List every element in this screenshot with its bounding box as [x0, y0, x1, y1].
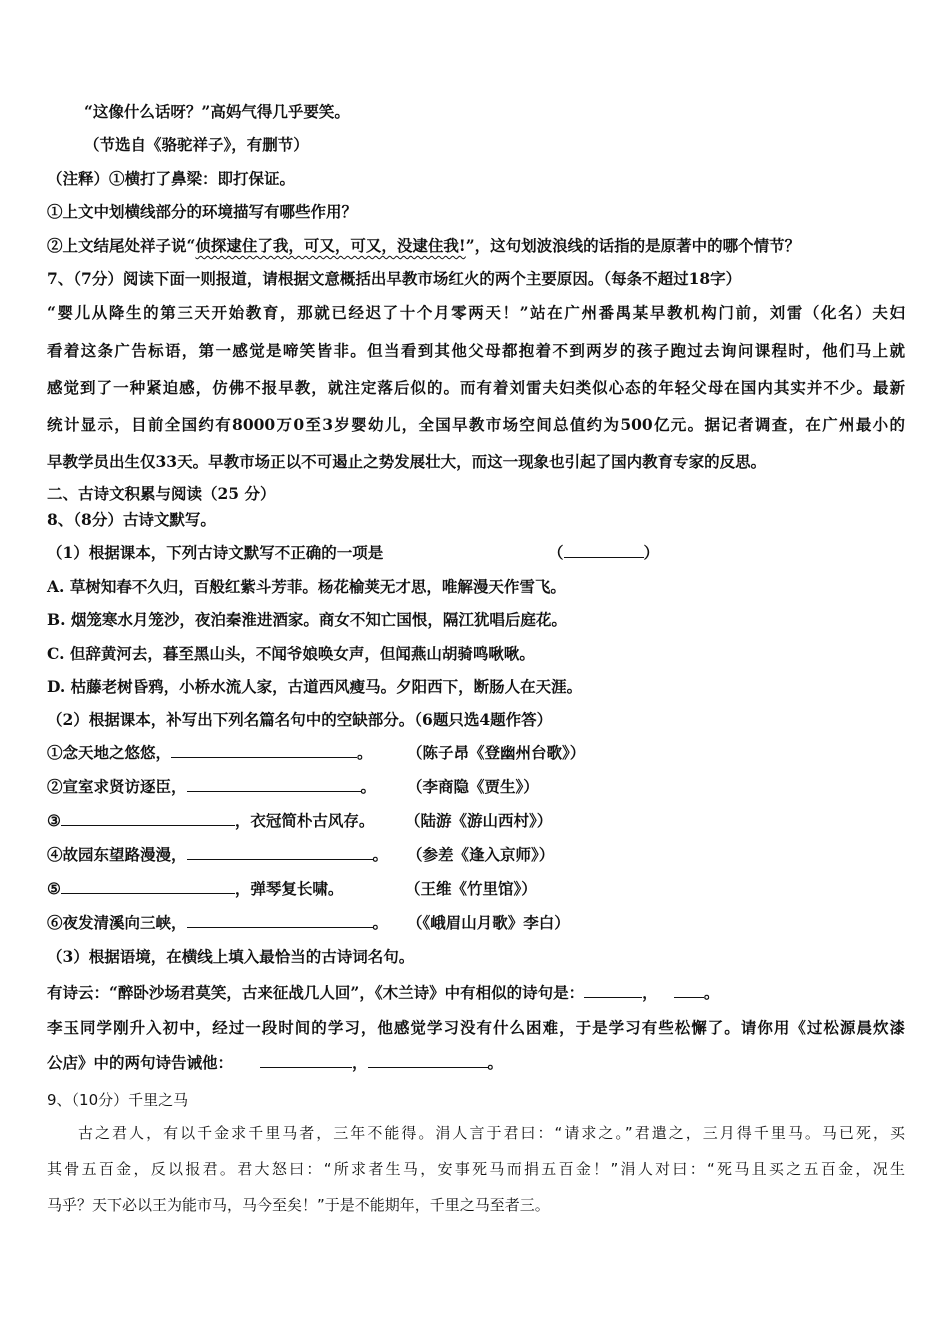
answer-blank[interactable] [61, 879, 235, 894]
q9-text-line: 古之君人，有以千金求千里马者，三年不能得。涓人言于君曰：“请求之。”君遣之，三月得千里马。马已死，买 [78, 1124, 905, 1142]
story-quote: “这像什么话呀？”高妈气得几乎要笑。 [84, 102, 350, 121]
q8-part3-title: （3）根据语境，在横线上填入最恰当的古诗词名句。 [47, 947, 415, 966]
answer-blank[interactable] [171, 743, 357, 758]
fill-line: ①念天地之悠悠， 。 [47, 743, 373, 762]
fill-source: （李商隐《贾生》） [407, 777, 539, 796]
option-c: C. 但辞黄河去，暮至黑山头，不闻爷娘唤女声，但闻燕山胡骑鸣啾啾。 [47, 644, 535, 663]
answer-blank[interactable] [187, 913, 373, 928]
answer-blank[interactable] [674, 983, 704, 998]
q7-line: 早教学员出生仅33天。早教市场正以不可遏止之势发展壮大，而这一现象也引起了国内教育专家的反思。 [47, 452, 767, 471]
part3-item-b: 李玉同学刚升入初中，经过一段时间的学习，他感觉学习没有什么困难，于是学习有些松懈了。请你用《过松源晨炊漆 [47, 1018, 905, 1037]
fill-source: （王维《竹里馆》） [405, 879, 537, 898]
option-b: B. 烟笼寒水月笼沙，夜泊秦淮进酒家。商女不知亡国恨，隔江犹唱后庭花。 [47, 610, 567, 629]
fill-line: ④故园东望路漫漫， 。 [47, 845, 389, 864]
fill-line: ⑤ ，弹琴复长啸。 [47, 879, 344, 898]
fill-source: （参差《逢入京师》） [407, 845, 555, 864]
q7-line: “婴儿从降生的第三天开始教育，那就已经迟了十个月零两天！”站在广州番禺某早教机构门前，刘雷（化名）夫妇 [47, 303, 905, 322]
answer-blank[interactable] [61, 811, 235, 826]
fill-line: ②宣室求贤访逐臣， 。 [47, 777, 377, 796]
answer-paren: （ ） [548, 543, 660, 562]
q8-title: 8、（8分）古诗文默写。 [47, 510, 216, 529]
q7-title: 7、（7分）阅读下面一则报道，请根据文意概括出早教市场红火的两个主要原因。（每条不超过18字） [47, 269, 742, 288]
fill-source: （《峨眉山月歌》李白） [407, 913, 570, 932]
answer-blank[interactable] [564, 543, 644, 558]
option-d: D. 枯藤老树昏鸦，小桥水流人家，古道西风瘦马。夕阳西下，断肠人在天涯。 [47, 677, 583, 696]
q9-text-line: 马乎？天下必以王为能市马，马今至矣！”于是不能期年，千里之马至者三。 [47, 1196, 550, 1214]
fill-line: ③ ，衣冠简朴古风存。 [47, 811, 375, 830]
q8-part2-title: （2）根据课本，补写出下列名篇名句中的空缺部分。（6题只选4题作答） [47, 710, 553, 729]
story-source: （节选自《骆驼祥子》，有删节） [84, 135, 309, 154]
question-1: ①上文中划横线部分的环境描写有哪些作用？ [47, 202, 358, 221]
option-a: A. 草树知春不久归，百般红紫斗芳菲。杨花榆荚无才思，唯解漫天作雪飞。 [47, 577, 566, 596]
q7-line: 看着这条广告标语，第一感觉是啼笑皆非。但当看到其他父母都抱着不到两岁的孩子跑过去询问课程时，他们马上就 [47, 341, 905, 360]
part3-item-b-cont: 公店》中的两句诗告诫他： ， 。 [47, 1053, 504, 1072]
wavy-underlined-quote: 侦探逮住了我，可又，可又，没逮住我! [195, 236, 466, 255]
section-heading: 二、古诗文积累与阅读（25 分） [47, 484, 276, 503]
q7-line: 感觉到了一种紧迫感，仿佛不报早教，就注定落后似的。而有着刘雷夫妇类似心态的年轻父母在国内其实并不少。最新 [47, 378, 905, 397]
part3-item-a: 有诗云：“醉卧沙场君莫笑，古来征战几人回”，《木兰诗》中有相似的诗句是： ， 。 [47, 983, 720, 1002]
answer-blank[interactable] [260, 1053, 352, 1068]
q9-title: 9、（10分）千里之马 [47, 1091, 189, 1109]
q8-part1-stem: （1）根据课本，下列古诗文默写不正确的一项是 [47, 543, 384, 562]
answer-blank[interactable] [187, 777, 361, 792]
question-2: ②上文结尾处祥子说“侦探逮住了我，可又，可又，没逮住我!”，这句划波浪线的话指的是原著中的哪个情节？ [47, 236, 801, 255]
fill-line: ⑥夜发清溪向三峡， 。 [47, 913, 389, 932]
q9-text-line: 其骨五百金，反以报君。君大怒曰：“所求者生马，安事死马而捐五百金！”涓人对曰：“死马且买之五百金，况生 [47, 1160, 905, 1178]
q7-line: 统计显示，目前全国约有8000万0至3岁婴幼儿，全国早教市场空间总值约为500亿元。据记者调查，在广州最小的 [47, 415, 905, 434]
answer-blank[interactable] [584, 983, 642, 998]
answer-blank[interactable] [187, 845, 373, 860]
fill-source: （陈子昂《登幽州台歌》） [407, 743, 586, 762]
story-note: （注释）①横打了鼻梁：即打保证。 [47, 169, 296, 188]
answer-blank[interactable] [368, 1053, 488, 1068]
fill-source: （陆游《游山西村》） [405, 811, 553, 830]
